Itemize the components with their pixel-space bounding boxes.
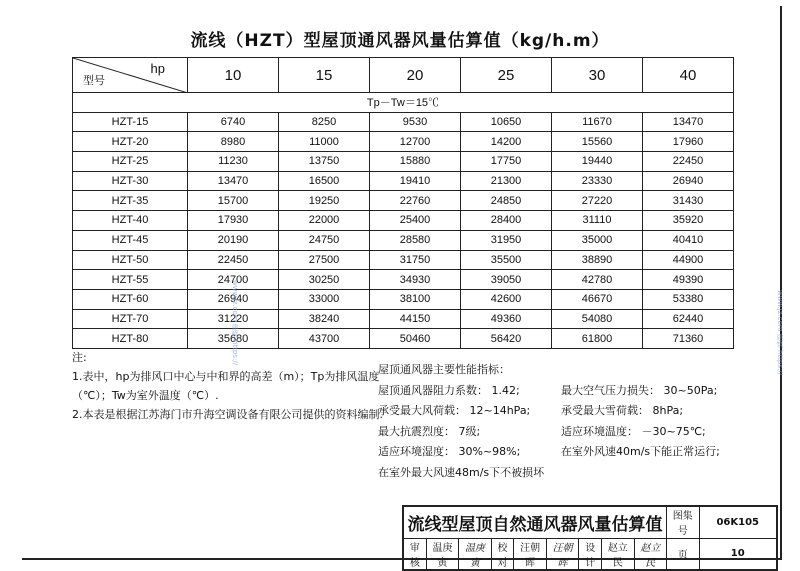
table-row (73, 112, 734, 132)
value-cell: 15700 (188, 191, 279, 211)
value-cell: 21300 (461, 171, 552, 191)
reviewer-signature: 温庚寅 (459, 538, 491, 570)
value-cell: 25400 (370, 211, 461, 231)
performance-item: 在室外最大风速48m/s下不被损坏 (378, 465, 545, 479)
value-cell: 22450 (188, 250, 279, 270)
model-cell: HZT-30 (73, 171, 188, 191)
model-cell: HZT-70 (73, 309, 188, 329)
value-cell: 8250 (279, 112, 370, 132)
table-row (73, 329, 734, 349)
value-cell: 50460 (370, 329, 461, 349)
column-header-hp: 10 (188, 58, 279, 93)
value-cell: 19440 (552, 152, 643, 172)
table-row (73, 191, 734, 211)
watermark: www.jz.com 建筑 https:// (776, 290, 784, 376)
table-row (73, 152, 734, 172)
airflow-table (72, 57, 734, 349)
value-cell: 38890 (552, 250, 643, 270)
value-cell: 17930 (188, 211, 279, 231)
value-cell: 35500 (461, 250, 552, 270)
designer-name: 赵立民 (602, 538, 634, 570)
value-cell: 31430 (643, 191, 734, 211)
performance-item: 最大抗震烈度： 7级; (378, 424, 481, 438)
model-label: 型号 (83, 75, 105, 87)
value-cell: 43700 (279, 329, 370, 349)
value-cell: 27220 (552, 191, 643, 211)
model-cell: HZT-20 (73, 132, 188, 152)
table-row (73, 132, 734, 152)
review-label: 审核 (403, 538, 426, 570)
column-header-hp: 20 (370, 58, 461, 93)
column-header-hp: 25 (461, 58, 552, 93)
value-cell: 10650 (461, 112, 552, 132)
model-cell: HZT-60 (73, 289, 188, 309)
value-cell: 31950 (461, 230, 552, 250)
model-cell: HZT-15 (73, 112, 188, 132)
value-cell: 28400 (461, 211, 552, 231)
performance-heading: 屋顶通风器主要性能指标： (378, 363, 510, 376)
value-cell: 40410 (643, 230, 734, 250)
value-cell: 24850 (461, 191, 552, 211)
value-cell: 31110 (552, 211, 643, 231)
value-cell: 35680 (188, 329, 279, 349)
page-title: 流线（HZT）型屋顶通风器风量估算值（kg/h.m） (190, 31, 610, 51)
model-cell: HZT-80 (73, 329, 188, 349)
value-cell: 38240 (279, 309, 370, 329)
performance-item: 在室外风速40m/s下能正常运行; (561, 445, 720, 458)
value-cell: 71360 (643, 329, 734, 349)
value-cell: 49360 (461, 309, 552, 329)
performance-item: 适应环境湿度： 30%~98%; (378, 445, 521, 458)
value-cell: 24700 (188, 270, 279, 290)
value-cell: 35000 (552, 230, 643, 250)
value-cell: 15560 (552, 132, 643, 152)
performance-item: 承受最大风荷载： 12~14hPa; (378, 404, 531, 417)
value-cell: 13470 (643, 112, 734, 132)
value-cell: 12700 (370, 132, 461, 152)
value-cell: 19410 (370, 171, 461, 191)
value-cell: 35920 (643, 211, 734, 231)
value-cell: 39050 (461, 270, 552, 290)
table-row (73, 171, 734, 191)
model-cell: HZT-40 (73, 211, 188, 231)
value-cell: 31220 (188, 309, 279, 329)
value-cell: 54080 (552, 309, 643, 329)
column-header-hp: 30 (552, 58, 643, 93)
performance-specs (378, 360, 751, 483)
value-cell: 20190 (188, 230, 279, 250)
value-cell: 62440 (643, 309, 734, 329)
value-cell: 15880 (370, 152, 461, 172)
value-cell: 16500 (279, 171, 370, 191)
table-row (73, 309, 734, 329)
checker-name: 汪朝晖 (514, 538, 546, 570)
table-row (73, 211, 734, 231)
value-cell: 27500 (279, 250, 370, 270)
model-cell: HZT-45 (73, 230, 188, 250)
value-cell: 42600 (461, 289, 552, 309)
condition-row: Tp－Tw＝15℃ (73, 93, 734, 113)
check-label: 校对 (491, 538, 514, 570)
table-row (73, 230, 734, 250)
model-cell: HZT-35 (73, 191, 188, 211)
value-cell: 44150 (370, 309, 461, 329)
value-cell: 24750 (279, 230, 370, 250)
value-cell: 33000 (279, 289, 370, 309)
model-cell: HZT-55 (73, 270, 188, 290)
performance-item: 最大空气压力损失： 30~50Pa; (561, 383, 718, 397)
note-line: （℃）；Tw为室外温度（℃）. (72, 389, 219, 402)
value-cell: 28580 (370, 230, 461, 250)
drawing-title: 流线型屋顶自然通风器风量估算值 (403, 506, 667, 538)
value-cell: 13750 (279, 152, 370, 172)
value-cell: 13470 (188, 171, 279, 191)
page-number: 10 (699, 538, 777, 570)
watermark: www.jz.com 建筑 https:// (231, 280, 239, 366)
model-cell: HZT-50 (73, 250, 188, 270)
designer-signature: 赵立民 (634, 538, 666, 570)
value-cell: 44900 (643, 250, 734, 270)
value-cell: 31750 (370, 250, 461, 270)
value-cell: 17960 (643, 132, 734, 152)
value-cell: 6740 (188, 112, 279, 132)
value-cell: 26940 (188, 289, 279, 309)
table-row (73, 250, 734, 270)
value-cell: 17750 (461, 152, 552, 172)
value-cell: 53380 (643, 289, 734, 309)
checker-signature: 汪朝晖 (546, 538, 578, 570)
value-cell: 26940 (643, 171, 734, 191)
atlas-number: 06K105 (699, 506, 777, 538)
performance-item: 适应环境温度： －30~75℃; (561, 424, 706, 438)
value-cell: 49390 (643, 270, 734, 290)
table-row (73, 270, 734, 290)
column-header-hp: 15 (279, 58, 370, 93)
value-cell: 14200 (461, 132, 552, 152)
value-cell: 30250 (279, 270, 370, 290)
hp-label: hp (150, 61, 165, 76)
value-cell: 9530 (370, 112, 461, 132)
reviewer-name: 温庚寅 (426, 538, 458, 570)
note-line: 1.表中，hp为排风口中心与中和界的高差（m）；Tp为排风温度 (72, 370, 380, 383)
performance-item: 承受最大雪荷载： 8hPa; (561, 404, 684, 417)
value-cell: 56420 (461, 329, 552, 349)
design-label: 设计 (579, 538, 602, 570)
value-cell: 11000 (279, 132, 370, 152)
value-cell: 38100 (370, 289, 461, 309)
value-cell: 22450 (643, 152, 734, 172)
value-cell: 11230 (188, 152, 279, 172)
performance-item: 屋顶通风器阻力系数： 1.42; (378, 383, 520, 397)
value-cell: 19250 (279, 191, 370, 211)
atlas-label: 图集号 (667, 506, 699, 538)
table-row (73, 289, 734, 309)
value-cell: 11670 (552, 112, 643, 132)
note-line: 2.本表是根据江苏海门市升海空调设备有限公司提供的资料编制. (72, 408, 383, 421)
value-cell: 61800 (552, 329, 643, 349)
notes-heading: 注: (72, 351, 87, 364)
value-cell: 34930 (370, 270, 461, 290)
value-cell: 22760 (370, 191, 461, 211)
value-cell: 46670 (552, 289, 643, 309)
model-cell: HZT-25 (73, 152, 188, 172)
page-label: 页 (667, 538, 699, 570)
corner-header-cell (73, 58, 188, 93)
value-cell: 8980 (188, 132, 279, 152)
title-block (402, 505, 778, 571)
value-cell: 22000 (279, 211, 370, 231)
value-cell: 42780 (552, 270, 643, 290)
column-header-hp: 40 (643, 58, 734, 93)
value-cell: 23330 (552, 171, 643, 191)
notes (72, 348, 383, 424)
